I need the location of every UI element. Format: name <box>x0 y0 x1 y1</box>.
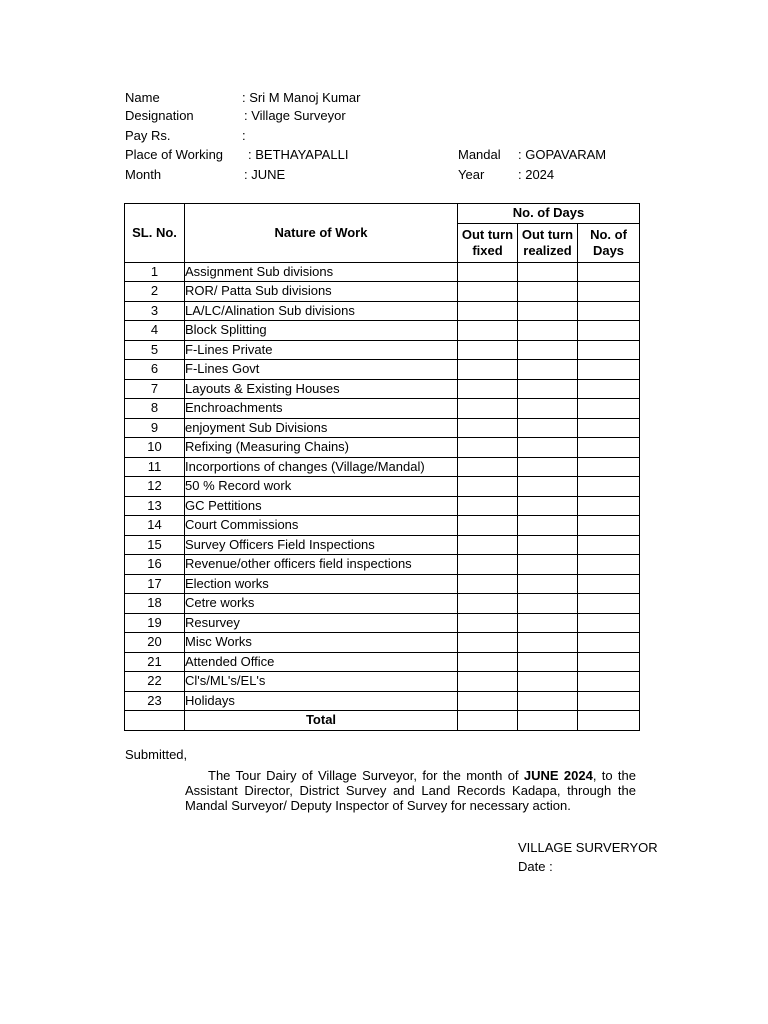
row-days-cell[interactable] <box>578 555 640 575</box>
row-days-cell[interactable] <box>578 438 640 458</box>
row-days-cell[interactable] <box>578 457 640 477</box>
row-outturn-realized-cell[interactable] <box>518 301 578 321</box>
row-slno: 22 <box>125 672 185 692</box>
row-outturn-realized-cell[interactable] <box>518 535 578 555</box>
col-header-outturn-fixed <box>458 223 518 262</box>
row-slno: 10 <box>125 438 185 458</box>
outturn-fixed-line2: fixed <box>472 242 503 258</box>
row-days-cell[interactable] <box>578 594 640 614</box>
pay-value: : <box>242 128 246 143</box>
row-days-cell[interactable] <box>578 691 640 711</box>
row-nature-of-work: LA/LC/Alination Sub divisions <box>185 301 458 321</box>
mandal-label: Mandal <box>458 147 501 162</box>
row-outturn-fixed-cell[interactable] <box>458 574 518 594</box>
row-days-cell[interactable] <box>578 652 640 672</box>
total-label: Total <box>185 711 458 731</box>
total-realized-cell[interactable] <box>518 711 578 731</box>
row-outturn-fixed-cell[interactable] <box>458 672 518 692</box>
row-nature-of-work: enjoyment Sub Divisions <box>185 418 458 438</box>
signature-block <box>518 838 658 876</box>
table-row <box>125 457 640 477</box>
row-outturn-realized-cell[interactable] <box>518 360 578 380</box>
row-outturn-realized-cell[interactable] <box>518 633 578 653</box>
row-outturn-fixed-cell[interactable] <box>458 360 518 380</box>
row-outturn-fixed-cell[interactable] <box>458 340 518 360</box>
row-days-cell[interactable] <box>578 321 640 341</box>
col-header-outturn-realized <box>518 223 578 262</box>
row-outturn-realized-cell[interactable] <box>518 516 578 536</box>
row-outturn-realized-cell[interactable] <box>518 399 578 419</box>
row-nature-of-work: Assignment Sub divisions <box>185 262 458 282</box>
table-row <box>125 282 640 302</box>
days-line2: Days <box>592 242 625 258</box>
name-value: : Sri M Manoj Kumar <box>242 90 361 105</box>
month-value: : JUNE <box>244 167 286 182</box>
row-days-cell[interactable] <box>578 477 640 497</box>
header-block <box>0 0 768 200</box>
year-value: : 2024 <box>518 167 555 182</box>
table-row <box>125 321 640 341</box>
para-text-2: , to the Assistant Director, District Survey and Land Records Kadapa, through the Mandal Surveyor/ Deputy Inspector of Survey for necessary action. <box>185 768 637 813</box>
row-outturn-realized-cell[interactable] <box>518 438 578 458</box>
row-slno: 5 <box>125 340 185 360</box>
month-label: Month <box>125 167 162 182</box>
row-outturn-fixed-cell[interactable] <box>458 301 518 321</box>
date-label: Date : <box>518 859 553 874</box>
submission-paragraph <box>185 768 636 813</box>
row-nature-of-work: F-Lines Private <box>185 340 458 360</box>
place-label: Place of Working <box>125 147 224 162</box>
total-row <box>125 711 640 731</box>
table-row <box>125 594 640 614</box>
row-nature-of-work: Enchroachments <box>185 399 458 419</box>
designation-label: Designation <box>125 108 194 123</box>
row-outturn-fixed-cell[interactable] <box>458 633 518 653</box>
table-row <box>125 691 640 711</box>
row-days-cell[interactable] <box>578 379 640 399</box>
para-text-1: The Tour Dairy of Village Surveyor, for the month of <box>208 768 524 783</box>
col-header-no-of-days: No. of Days <box>458 204 640 224</box>
row-outturn-fixed-cell[interactable] <box>458 379 518 399</box>
col-header-nature: Nature of Work <box>185 204 458 263</box>
table-row <box>125 301 640 321</box>
table-row <box>125 516 640 536</box>
row-outturn-fixed-cell[interactable] <box>458 613 518 633</box>
row-slno: 13 <box>125 496 185 516</box>
row-nature-of-work: Cetre works <box>185 594 458 614</box>
table-row <box>125 418 640 438</box>
row-days-cell[interactable] <box>578 301 640 321</box>
total-empty-cell <box>125 711 185 731</box>
row-nature-of-work: Refixing (Measuring Chains) <box>185 438 458 458</box>
row-days-cell[interactable] <box>578 399 640 419</box>
row-outturn-realized-cell[interactable] <box>518 652 578 672</box>
row-outturn-fixed-cell[interactable] <box>458 438 518 458</box>
row-outturn-fixed-cell[interactable] <box>458 516 518 536</box>
row-nature-of-work: 50 % Record work <box>185 477 458 497</box>
row-slno: 3 <box>125 301 185 321</box>
row-nature-of-work: ROR/ Patta Sub divisions <box>185 282 458 302</box>
place-value: : BETHAYAPALLI <box>248 147 349 162</box>
row-outturn-realized-cell[interactable] <box>518 555 578 575</box>
outturn-fixed-line1: Out turn <box>461 226 514 242</box>
row-slno: 1 <box>125 262 185 282</box>
row-outturn-realized-cell[interactable] <box>518 691 578 711</box>
row-nature-of-work: GC Pettitions <box>185 496 458 516</box>
row-outturn-realized-cell[interactable] <box>518 594 578 614</box>
row-outturn-fixed-cell[interactable] <box>458 282 518 302</box>
row-outturn-realized-cell[interactable] <box>518 496 578 516</box>
row-days-cell[interactable] <box>578 418 640 438</box>
row-outturn-realized-cell[interactable] <box>518 418 578 438</box>
row-days-cell[interactable] <box>578 574 640 594</box>
row-days-cell[interactable] <box>578 340 640 360</box>
row-outturn-fixed-cell[interactable] <box>458 496 518 516</box>
table-row <box>125 340 640 360</box>
row-days-cell[interactable] <box>578 633 640 653</box>
table-row <box>125 613 640 633</box>
designation-value: : Village Surveyor <box>244 108 346 123</box>
outturn-realized-line2: realized <box>523 242 572 258</box>
row-nature-of-work: F-Lines Govt <box>185 360 458 380</box>
para-month-bold: JUNE 2024 <box>523 768 593 783</box>
signature-title: VILLAGE SURVERYOR <box>518 840 658 855</box>
days-line1: No. of <box>590 226 627 242</box>
mandal-value: : GOPAVARAM <box>518 147 607 162</box>
table-row <box>125 360 640 380</box>
row-outturn-fixed-cell[interactable] <box>458 399 518 419</box>
table-row <box>125 672 640 692</box>
table-body <box>125 262 640 711</box>
row-outturn-fixed-cell[interactable] <box>458 262 518 282</box>
row-slno: 17 <box>125 574 185 594</box>
row-outturn-realized-cell[interactable] <box>518 457 578 477</box>
row-slno: 4 <box>125 321 185 341</box>
row-outturn-realized-cell[interactable] <box>518 379 578 399</box>
table-row <box>125 496 640 516</box>
col-header-days <box>578 223 640 262</box>
row-slno: 2 <box>125 282 185 302</box>
row-slno: 6 <box>125 360 185 380</box>
row-outturn-fixed-cell[interactable] <box>458 535 518 555</box>
row-days-cell[interactable] <box>578 516 640 536</box>
row-outturn-realized-cell[interactable] <box>518 262 578 282</box>
row-outturn-realized-cell[interactable] <box>518 477 578 497</box>
row-nature-of-work: Attended Office <box>185 652 458 672</box>
row-nature-of-work: Incorportions of changes (Village/Mandal) <box>185 457 458 477</box>
row-days-cell[interactable] <box>578 262 640 282</box>
row-outturn-fixed-cell[interactable] <box>458 418 518 438</box>
row-slno: 21 <box>125 652 185 672</box>
row-nature-of-work: Block Splitting <box>185 321 458 341</box>
row-outturn-fixed-cell[interactable] <box>458 555 518 575</box>
row-outturn-realized-cell[interactable] <box>518 613 578 633</box>
row-outturn-fixed-cell[interactable] <box>458 652 518 672</box>
table-row <box>125 555 640 575</box>
outturn-realized-line1: Out turn <box>521 226 574 242</box>
table-row <box>125 379 640 399</box>
place-row <box>125 146 625 164</box>
row-days-cell[interactable] <box>578 672 640 692</box>
row-slno: 14 <box>125 516 185 536</box>
row-slno: 7 <box>125 379 185 399</box>
total-days-cell[interactable] <box>578 711 640 731</box>
row-outturn-fixed-cell[interactable] <box>458 691 518 711</box>
row-days-cell[interactable] <box>578 360 640 380</box>
col-header-slno: SL. No. <box>125 204 185 263</box>
row-slno: 8 <box>125 399 185 419</box>
row-slno: 15 <box>125 535 185 555</box>
row-outturn-fixed-cell[interactable] <box>458 594 518 614</box>
row-outturn-fixed-cell[interactable] <box>458 477 518 497</box>
table-row <box>125 477 640 497</box>
month-row <box>125 166 625 184</box>
row-slno: 20 <box>125 633 185 653</box>
row-slno: 19 <box>125 613 185 633</box>
row-nature-of-work: Resurvey <box>185 613 458 633</box>
row-nature-of-work: Holidays <box>185 691 458 711</box>
row-slno: 18 <box>125 594 185 614</box>
table-row <box>125 652 640 672</box>
submitted-label: Submitted, <box>125 747 188 762</box>
row-nature-of-work: Court Commissions <box>185 516 458 536</box>
row-outturn-realized-cell[interactable] <box>518 672 578 692</box>
row-outturn-realized-cell[interactable] <box>518 574 578 594</box>
row-slno: 12 <box>125 477 185 497</box>
row-outturn-realized-cell[interactable] <box>518 282 578 302</box>
year-label: Year <box>458 167 485 182</box>
row-outturn-realized-cell[interactable] <box>518 340 578 360</box>
row-slno: 11 <box>125 457 185 477</box>
row-nature-of-work: Revenue/other officers field inspections <box>185 555 458 575</box>
row-nature-of-work: Layouts & Existing Houses <box>185 379 458 399</box>
row-days-cell[interactable] <box>578 535 640 555</box>
row-nature-of-work: Election works <box>185 574 458 594</box>
table-row <box>125 399 640 419</box>
row-outturn-realized-cell[interactable] <box>518 321 578 341</box>
row-outturn-fixed-cell[interactable] <box>458 457 518 477</box>
row-slno: 23 <box>125 691 185 711</box>
row-outturn-fixed-cell[interactable] <box>458 321 518 341</box>
table-row <box>125 262 640 282</box>
work-table <box>124 203 640 731</box>
row-days-cell[interactable] <box>578 496 640 516</box>
row-nature-of-work: Misc Works <box>185 633 458 653</box>
row-slno: 16 <box>125 555 185 575</box>
table-row <box>125 574 640 594</box>
name-label: Name <box>125 90 160 105</box>
row-nature-of-work: Survey Officers Field Inspections <box>185 535 458 555</box>
row-slno: 9 <box>125 418 185 438</box>
table-row <box>125 438 640 458</box>
row-days-cell[interactable] <box>578 282 640 302</box>
pay-label: Pay Rs. <box>125 128 171 143</box>
table-row <box>125 535 640 555</box>
table-row <box>125 633 640 653</box>
total-fixed-cell[interactable] <box>458 711 518 731</box>
row-nature-of-work: Cl's/ML's/EL's <box>185 672 458 692</box>
row-days-cell[interactable] <box>578 613 640 633</box>
